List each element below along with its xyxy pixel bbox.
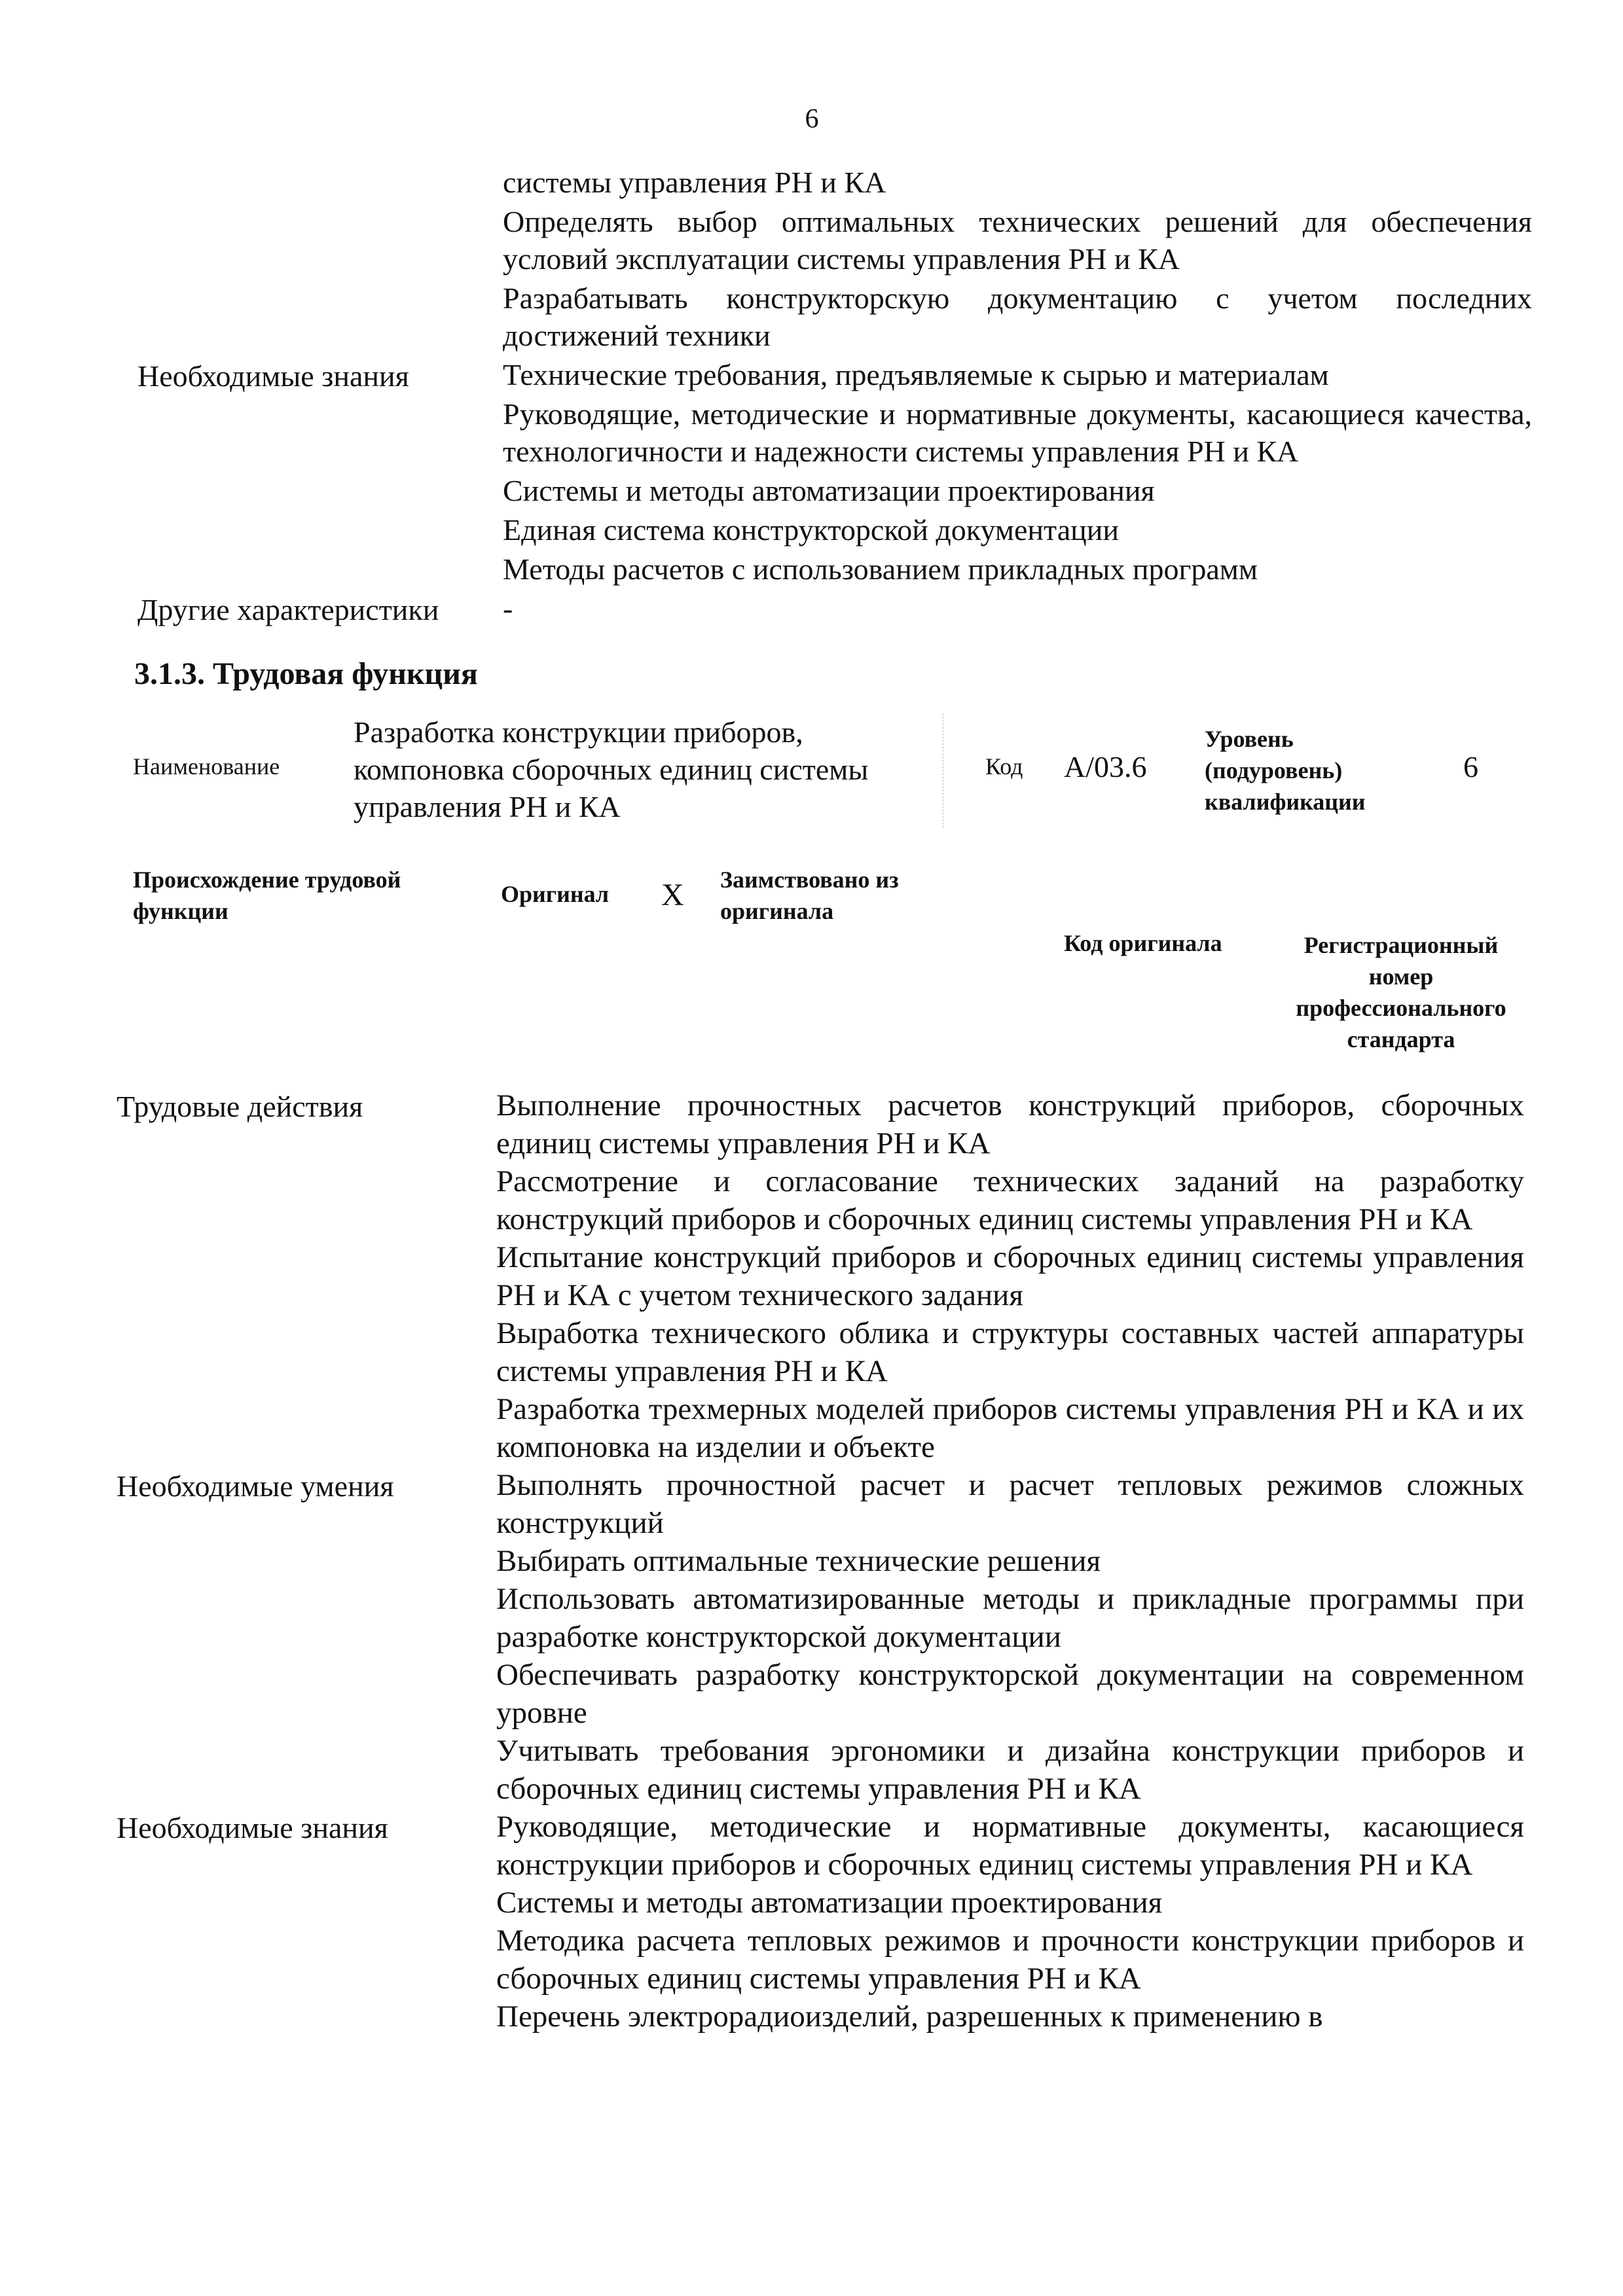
list-item: Выполнение прочностных расчетов конструкций приборов, сборочных единиц системы управления РН и КА bbox=[496, 1088, 1524, 1160]
original-mark: X bbox=[661, 878, 684, 912]
qualification-level-value: 6 bbox=[1463, 750, 1478, 783]
skills-label: Необходимые умения bbox=[117, 1469, 394, 1503]
registration-number-label: Регистрационный номер профессионального стандарта bbox=[1296, 932, 1506, 1052]
qualification-level-label: Уровень (подуровень) квалификации bbox=[1205, 726, 1366, 815]
borrowed-label: Заимствовано из оригинала bbox=[720, 867, 899, 924]
code-label: Код bbox=[985, 753, 1023, 780]
other-characteristics-label: Другие характеристики bbox=[137, 593, 439, 626]
skills-tail-row bbox=[137, 164, 1532, 356]
section-heading: 3.1.3. Трудовая функция bbox=[134, 656, 478, 691]
list-item: Рассмотрение и согласование технических заданий на разработку конструкций приборов и сборочных единиц системы управления РН и КА bbox=[496, 1164, 1524, 1236]
list-item: Использовать автоматизированные методы и прикладные программы при разработке конструкторской документации bbox=[496, 1582, 1524, 1654]
list-item: Разрабатывать конструкторскую документацию с учетом последних достижений техники bbox=[503, 281, 1532, 352]
list-item: Определять выбор оптимальных технических решений для обеспечения условий эксплуатации системы управления РН и КА bbox=[503, 205, 1532, 276]
actions-row bbox=[117, 1086, 1524, 1466]
knowledge-list bbox=[496, 1808, 1524, 2036]
list-item: Выполнять прочностной расчет и расчет тепловых режимов сложных конструкций bbox=[496, 1468, 1524, 1540]
page-number: 6 bbox=[805, 104, 819, 134]
list-item: Единая система конструкторской документации bbox=[503, 513, 1119, 547]
list-item: Методика расчета тепловых режимов и прочности конструкции приборов и сборочных единиц системы управления РН и КА bbox=[496, 1924, 1524, 1996]
original-label: Оригинал bbox=[501, 881, 610, 907]
other-characteristics-value: - bbox=[503, 592, 513, 625]
actions-label: Трудовые действия bbox=[117, 1090, 363, 1123]
skills-list bbox=[496, 1466, 1524, 1808]
knowledge-list bbox=[503, 356, 1532, 590]
skills-tail-list bbox=[503, 164, 1532, 356]
previous-function-tail bbox=[137, 164, 1532, 629]
knowledge-row bbox=[117, 1808, 1524, 2036]
list-item: Руководящие, методические и нормативные документы, касающиеся качества, технологичности и надежности системы управления РН и КА bbox=[503, 397, 1532, 468]
list-item: Разработка трехмерных моделей приборов системы управления РН и КА и их компоновка на изделии и объекте bbox=[496, 1392, 1524, 1464]
function-name: Разработка конструкции приборов, компоновка сборочных единиц системы управления РН и КА bbox=[354, 713, 943, 828]
knowledge-label: Необходимые знания bbox=[137, 359, 409, 393]
list-item: Перечень электрорадиоизделий, разрешенных к применению в bbox=[496, 2000, 1323, 2034]
list-item: Руководящие, методические и нормативные документы, касающиеся конструкции приборов и сборочных единиц системы управления РН и КА bbox=[496, 1810, 1524, 1882]
list-item: Обеспечивать разработку конструкторской документации на современном уровне bbox=[496, 1658, 1524, 1730]
knowledge-row bbox=[137, 356, 1532, 590]
list-item: Системы и методы автоматизации проектирования bbox=[496, 1886, 1163, 1920]
actions-list bbox=[496, 1086, 1524, 1466]
skills-tail-label bbox=[137, 164, 503, 356]
skills-row bbox=[117, 1466, 1524, 1808]
list-item: системы управления РН и КА bbox=[503, 166, 886, 199]
knowledge-label: Необходимые знания bbox=[117, 1811, 388, 1844]
list-item: Испытание конструкций приборов и сборочных единиц системы управления РН и КА с учетом технического задания bbox=[496, 1240, 1524, 1312]
origin-label: Происхождение трудовой функции bbox=[133, 867, 401, 924]
list-item: Системы и методы автоматизации проектирования bbox=[503, 474, 1155, 507]
name-label: Наименование bbox=[133, 753, 280, 780]
original-code-label: Код оригинала bbox=[1064, 930, 1222, 956]
code-value: А/03.6 bbox=[1064, 750, 1147, 783]
list-item: Выработка технического облика и структуры составных частей аппаратуры системы управления РН и КА bbox=[496, 1316, 1524, 1388]
other-characteristics-row bbox=[137, 590, 1532, 629]
function-details bbox=[117, 1086, 1524, 2036]
list-item: Методы расчетов с использованием прикладных программ bbox=[503, 552, 1258, 586]
list-item: Учитывать требования эргономики и дизайна конструкции приборов и сборочных единиц системы управления РН и КА bbox=[496, 1734, 1524, 1806]
list-item: Выбирать оптимальные технические решения bbox=[496, 1544, 1101, 1578]
list-item: Технические требования, предъявляемые к сырью и материалам bbox=[503, 358, 1329, 391]
